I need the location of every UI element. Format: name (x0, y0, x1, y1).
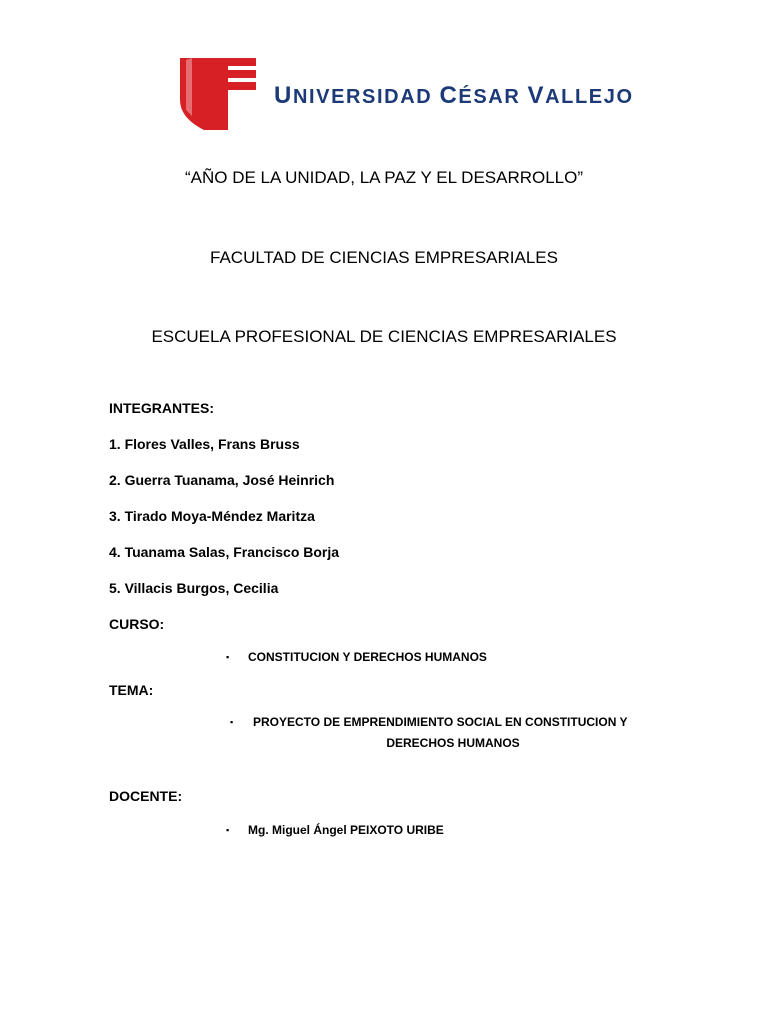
university-logo (178, 56, 638, 132)
topic-value-line1: PROYECTO DE EMPRENDIMIENTO SOCIAL EN CONSTITUCION Y (253, 715, 628, 729)
bullet-icon: ▪ (226, 825, 230, 835)
course-value: CONSTITUCION Y DERECHOS HUMANOS (248, 650, 487, 664)
member-item: 1. Flores Valles, Frans Bruss (109, 436, 300, 452)
university-shield-icon (178, 56, 258, 132)
topic-value-line2: DERECHOS HUMANOS (386, 736, 520, 750)
course-label: CURSO: (109, 616, 165, 632)
bullet-icon: ▪ (226, 652, 230, 662)
motto-heading: “AÑO DE LA UNIDAD, LA PAZ Y EL DESARROLLO” (184, 168, 584, 187)
member-item: 3. Tirado Moya-Méndez Maritza (109, 508, 315, 524)
bullet-icon: ▪ (230, 717, 234, 727)
members-label: INTEGRANTES: (109, 400, 214, 416)
member-item: 2. Guerra Tuanama, José Heinrich (109, 472, 335, 488)
member-item: 5. Villacis Burgos, Cecilia (109, 580, 279, 596)
university-name: UNIVERSIDAD CÉSAR VALLEJO (274, 82, 634, 109)
teacher-value: Mg. Miguel Ángel PEIXOTO URIBE (248, 823, 444, 837)
faculty-heading: FACULTAD DE CIENCIAS EMPRESARIALES (210, 248, 558, 267)
member-item: 4. Tuanama Salas, Francisco Borja (109, 544, 340, 560)
school-heading: ESCUELA PROFESIONAL DE CIENCIAS EMPRESARIALES (151, 327, 617, 346)
topic-label: TEMA: (109, 682, 154, 698)
teacher-label: DOCENTE: (109, 788, 183, 804)
